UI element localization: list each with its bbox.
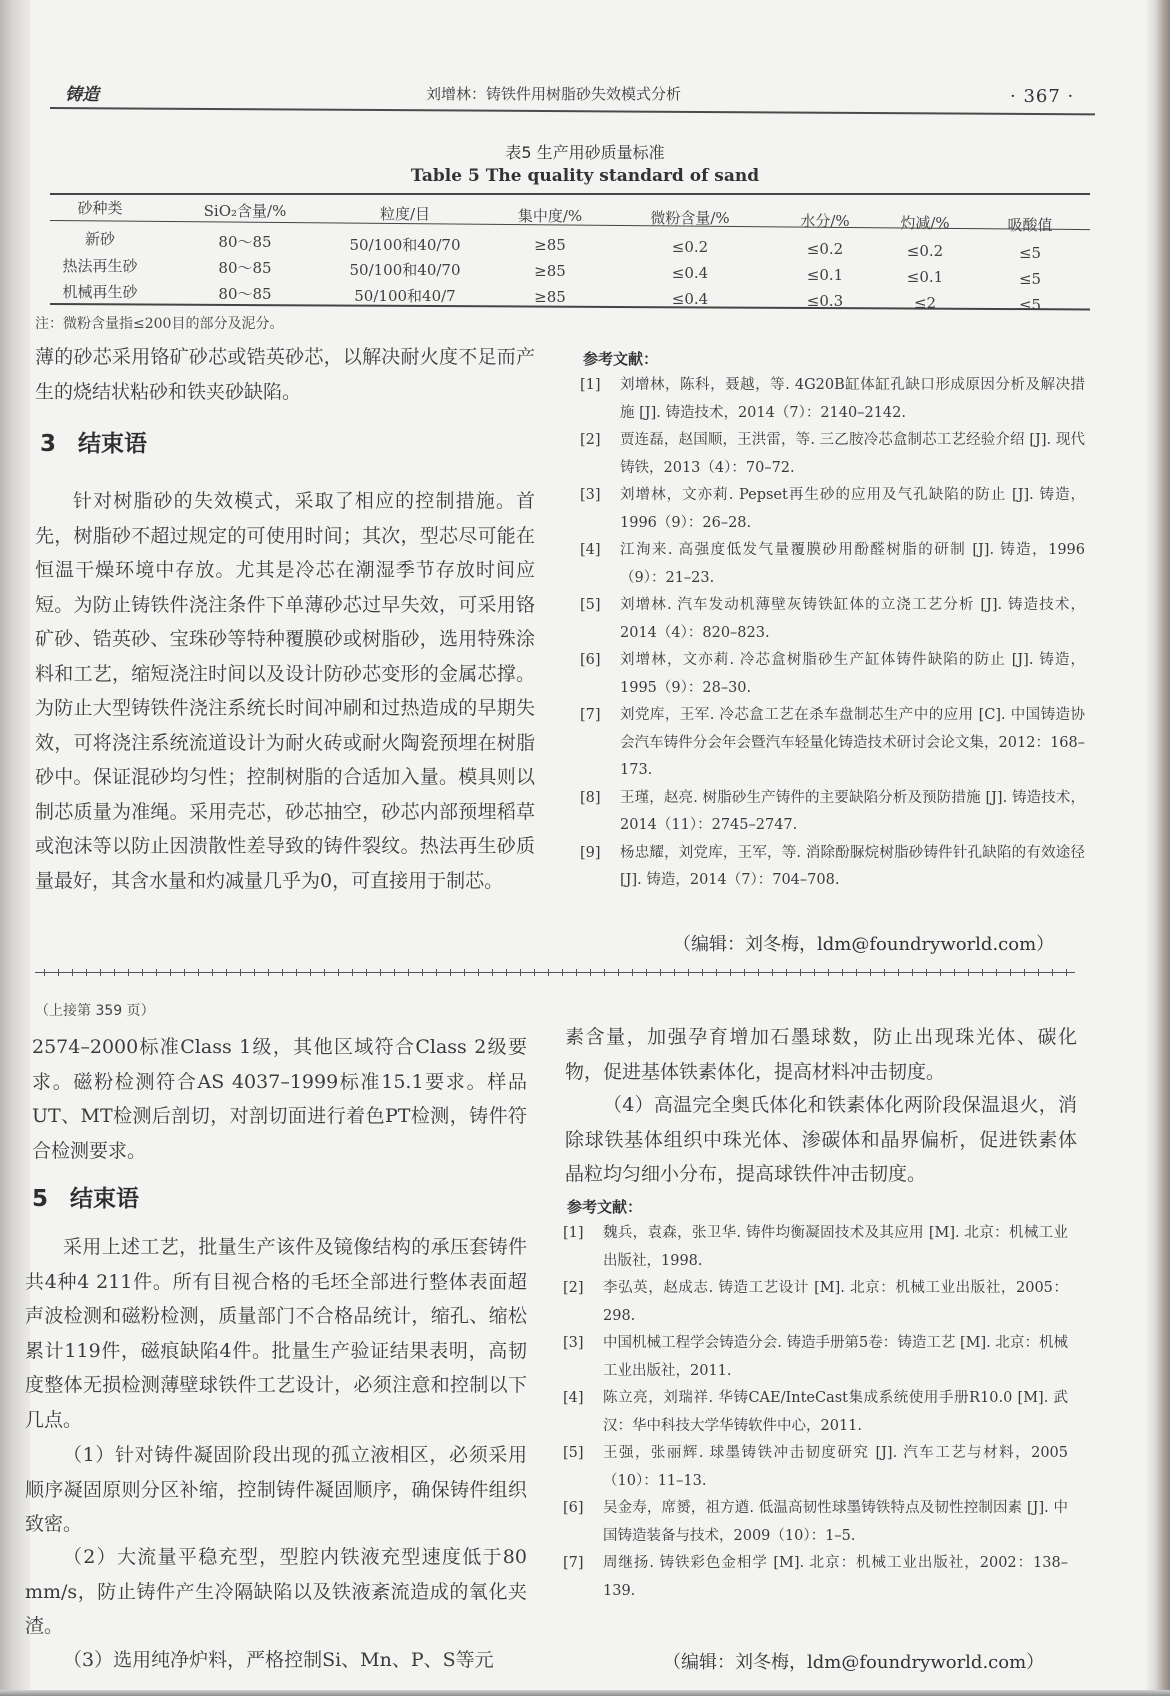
section-number: 5 [32, 1186, 49, 1212]
section-number: 3 [40, 431, 57, 457]
conclusion-point-3-cont: 素含量，加强孕育增加石墨球数，防止出现珠光体、碳化物，促进基体铁素体化，提高材料冲击韧度。 [565, 1026, 1077, 1083]
section-title: 结束语 [70, 1186, 140, 1212]
conclusion-paragraph: 针对树脂砂的失效模式，采取了相应的控制措施。首先，树脂砂不超过规定的可使用时间；其次，型芯尽可能在恒温干燥环境中存放。尤其是冷芯在潮湿季节存放时间应短。为防止铸铁件浇注条件下单薄砂芯过早失效，可采用铬矿砂、锆英砂、宝珠砂等特种覆膜砂或树脂砂，选用特殊涂料和工艺，缩短浇注时间以及设计防砂芯变形的金属芯撑。为防止大型铸铁件浇注系统长时间冲刷和过热造成的早期失效，可将浇注系统流道设计为耐火砖或耐火陶瓷预埋在树脂砂中。保证混砂均匀性；控制树脂的合适加入量。模具则以制芯质量为准绳。采用壳芯，砂芯抽空，砂芯内部预埋稻草或泡沫等以防止因溃散性差导致的铸件裂纹。热法再生砂质量最好，其含水量和灼减量几乎为0，可直接用于制芯。 [35, 490, 535, 892]
reference-item: [5] 王强，张丽辉. 球墨铸铁冲击韧度研究 [J]. 汽车工艺与材料，2005（10）：11–13. [563, 1445, 1068, 1489]
editor-note: （编辑：刘冬梅，ldm@foundryworld.com） [673, 934, 1055, 955]
conclusion-point-4: （4）高温完全奥氏体化和铁素体化两阶段保温退火，消除球铁基体组织中珠光体、渗碳体和晶界偏析，促进铁素体晶粒均匀细小分布，提高球铁件冲击韧度。 [565, 1094, 1077, 1185]
page-stack-edge [1146, 0, 1170, 1696]
reference-item: [6] 刘增林，文亦莉. 冷芯盒树脂砂生产缸体铸件缺陷的防止 [J]. 铸造，1995（9）：28–30. [580, 652, 1085, 696]
reference-item: [3] 刘增林，文亦莉. Pepset再生砂的应用及气孔缺陷的防止 [J]. 铸造，1996（9）：26–28. [580, 487, 1085, 531]
continued-from-note: （上接第 359 页） [35, 1003, 155, 1019]
reference-item: [1] 刘增林，陈科，聂越，等. 4G20B缸体缸孔缺口形成原因分析及解决措施 [J]. 铸造技术，2014（7）：2140–2142. [580, 377, 1085, 421]
section-3-heading [40, 425, 147, 458]
section-5-heading [32, 1180, 139, 1213]
table-caption-cn: 表5 生产用砂质量标准 [505, 143, 665, 162]
reference-item: [7] 刘党库，王军. 冷芯盒工艺在杀车盘制芯生产中的应用 [C]. 中国铸造协会汽车铸件分会年会暨汽车轻量化铸造技术研讨会论文集，2012：168–173. [580, 707, 1085, 778]
reference-item: [9] 杨忠耀，刘党库，王军，等. 消除酚脲烷树脂砂铸件针孔缺陷的有效途径 [J]. 铸造，2014（7）：704–708. [580, 844, 1085, 888]
intro-paragraph: 薄的砂芯采用铬矿砂芯或锆英砂芯，以解决耐火度不足而产生的烧结状粘砂和铁夹砂缺陷。 [35, 346, 535, 403]
col-moisture: 水分/% [800, 212, 850, 230]
reference-list [563, 1220, 1068, 1605]
conclusion-paragraph-1: 采用上述工艺，批量生产该件及镜像结构的承压套铸件共4种4 211件。所有目视合格的毛坯全部进行整体表面超声波检测和磁粉检测，质量部门不合格品统计，缩孔、缩松累计119件，磁痕缺陷4件。批量生产验证结果表明，高韧度整体无损检测薄壁球铁件工艺设计，必须注意和控制以下几点。 [25, 1236, 527, 1431]
conclusion-point-3-start: （3）选用纯净炉料，严格控制Si、Mn、P、S等元 [63, 1649, 494, 1671]
page-bottom-edge [0, 1690, 1170, 1696]
running-title: 刘增林：铸铁件用树脂砂失效模式分析 [426, 85, 682, 103]
col-grain-size: 粒度/目 [379, 205, 431, 223]
col-sio2: SiO₂含量/% [203, 202, 287, 220]
conclusion-point-2: （2）大流量平稳充型，型腔内铁液充型速度低于80 mm/s，防止铸件产生冷隔缺陷以及铁液紊流造成的氧化夹渣。 [25, 1546, 527, 1637]
conclusion-point-1: （1）针对铸件凝固阶段出现的孤立液相区，必须采用顺序凝固原则分区补缩，控制铸件凝固顺序，确保铸件组织致密。 [25, 1444, 527, 1535]
col-fines: 微粉含量/% [650, 209, 730, 227]
references-title: 参考文献： [583, 350, 659, 368]
reference-item: [5] 刘增林. 汽车发动机薄壁灰铸铁缸体的立浇工艺分析 [J]. 铸造技术，2014（4）：820–823. [580, 597, 1085, 641]
table-top-rule [50, 193, 1090, 195]
reference-item: [3] 中国机械工程学会铸造分会. 铸造手册第5卷：铸造工艺 [M]. 北京：机械工业出版社，2011. [563, 1335, 1068, 1379]
reference-item: [4] 江洵来. 高强度低发气量覆膜砂用酚醛树脂的研制 [J]. 铸造，1996（9）：21–23. [580, 542, 1085, 586]
col-loi: 灼减/% [900, 214, 950, 232]
continued-paragraph: 2574–2000标准Class 1级，其他区域符合Class 2级要求。磁粉检测符合AS 4037–1999标准15.1要求。样品UT、MT检测后剖切，对剖切面进行着色PT检测，铸件符合检测要求。 [32, 1036, 527, 1162]
page-number: · 367 · [1010, 86, 1075, 107]
reference-item: [4] 陈立亮，刘瑞祥. 华铸CAE/InteCast集成系统使用手册R10.0 [M]. 武汉：华中科技大学华铸软件中心，2011. [563, 1390, 1068, 1434]
journal-name: 铸造 [65, 85, 99, 105]
reference-item: [1] 魏兵，袁森，张卫华. 铸件均衡凝固技术及其应用 [M]. 北京：机械工业出版社，1998. [563, 1225, 1068, 1269]
reference-list [580, 372, 1085, 895]
reference-item: [8] 王瑾，赵亮. 树脂砂生产铸件的主要缺陷分析及预防措施 [J]. 铸造技术，2014（11）：2745–2747. [580, 789, 1085, 833]
editor-note: （编辑：刘冬梅，ldm@foundryworld.com） [663, 1652, 1045, 1673]
header-rule [50, 107, 1095, 115]
reference-item: [2] 贾连磊，赵国顺，王洪雷，等. 三乙胺冷芯盒制芯工艺经验介绍 [J]. 现代铸铁，2013（4）：70–72. [580, 432, 1085, 476]
reference-item: [2] 李弘英，赵成志. 铸造工艺设计 [M]. 北京：机械工业出版社，2005：298. [563, 1280, 1068, 1324]
col-sand-type: 砂种类 [77, 199, 123, 217]
article-divider [35, 968, 1075, 978]
section-title: 结束语 [78, 431, 148, 457]
reference-item: [7] 周继扬. 铸铁彩色金相学 [M]. 北京：机械工业出版社，2002：138–139. [563, 1555, 1068, 1599]
reference-item: [6] 吴金寿，席赟，祖方遒. 低温高韧性球墨铸铁特点及韧性控制因素 [J]. 中国铸造装备与技术，2009（10）：1–5. [563, 1500, 1068, 1544]
col-acid-demand: 吸酸值 [1007, 216, 1053, 234]
references-title: 参考文献： [567, 1198, 643, 1216]
col-concentration: 集中度/% [517, 207, 583, 225]
table-caption-en: Table 5 The quality standard of sand [410, 166, 760, 186]
table-note: 注：微粉含量指≤200目的部分及泥分。 [35, 316, 284, 332]
